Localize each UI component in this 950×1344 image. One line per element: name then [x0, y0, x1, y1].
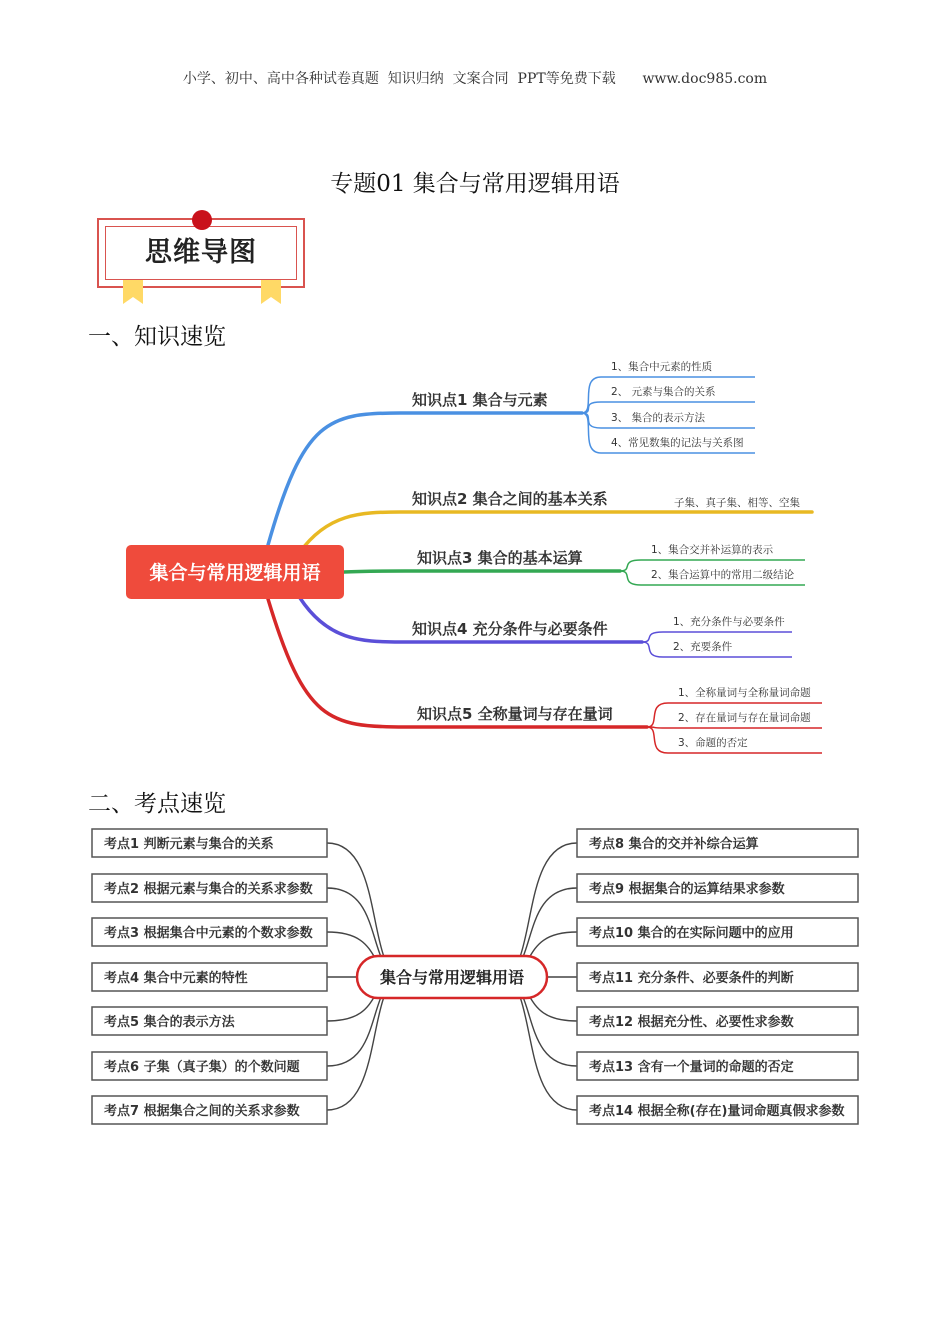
exam-point-right-3: 考点10 集合的在实际问题中的应用	[589, 926, 794, 941]
exam-point-right-1: 考点8 集合的交并补综合运算	[589, 837, 759, 852]
exam-point-left-6: 考点6 子集（真子集）的个数问题	[104, 1060, 300, 1075]
child-label-1-2: 2、 元素与集合的关系	[611, 386, 716, 398]
mindmap2-root-label: 集合与常用逻辑用语	[379, 968, 525, 987]
exam-point-right-4: 考点11 充分条件、必要条件的判断	[589, 971, 794, 986]
document-title: 专题01 集合与常用逻辑用语	[330, 171, 620, 197]
exam-point-right-5: 考点12 根据充分性、必要性求参数	[589, 1015, 794, 1030]
child-label-4-1: 1、充分条件与必要条件	[673, 616, 785, 628]
badge-label: 思维导图	[145, 237, 257, 268]
section-heading-exam-points: 二、考点速览	[88, 791, 226, 817]
branch-label-2: 知识点2 集合之间的基本关系	[412, 490, 608, 508]
exam-point-left-3: 考点3 根据集合中元素的个数求参数	[104, 926, 313, 941]
child-label-4-2: 2、充要条件	[673, 641, 733, 653]
exam-point-left-5: 考点5 集合的表示方法	[104, 1015, 235, 1030]
child-label-5-3: 3、命题的否定	[678, 737, 748, 749]
page-header: 小学、初中、高中各种试卷真题 知识归纳 文案合同 PPT等免费下载 www.doc985.com	[182, 71, 768, 87]
exam-point-right-7: 考点14 根据全称(存在)量词命题真假求参数	[589, 1104, 845, 1119]
branch-label-4: 知识点4 充分条件与必要条件	[412, 620, 608, 638]
exam-point-left-7: 考点7 根据集合之间的关系求参数	[104, 1104, 300, 1119]
child-label-5-1: 1、全称量词与全称量词命题	[678, 687, 811, 699]
branch-line-3	[344, 571, 620, 572]
child-label-5-2: 2、存在量词与存在量词命题	[678, 712, 811, 724]
child-label-1-4: 4、常见数集的记法与关系图	[611, 437, 744, 449]
child-label-3-1: 1、集合交并补运算的表示	[651, 544, 774, 556]
exam-point-right-2: 考点9 根据集合的运算结果求参数	[589, 882, 785, 897]
child-label-1-3: 3、 集合的表示方法	[611, 412, 706, 424]
exam-point-left-1: 考点1 判断元素与集合的关系	[104, 837, 274, 852]
exam-point-left-4: 考点4 集合中元素的特性	[104, 971, 248, 986]
branch-label-5: 知识点5 全称量词与存在量词	[417, 705, 613, 723]
child-label-1-1: 1、集合中元素的性质	[611, 361, 713, 373]
child-label-3-2: 2、集合运算中的常用二级结论	[651, 569, 795, 581]
exam-point-right-6: 考点13 含有一个量词的命题的否定	[589, 1060, 794, 1075]
branch-label-1: 知识点1 集合与元素	[412, 391, 548, 409]
exam-point-left-2: 考点2 根据元素与集合的关系求参数	[104, 882, 313, 897]
branch-label-3: 知识点3 集合的基本运算	[417, 549, 583, 567]
child-label-2-1: 子集、真子集、相等、空集	[674, 497, 800, 509]
branch-line-1	[268, 413, 582, 545]
mindmap1-root-label: 集合与常用逻辑用语	[149, 562, 321, 584]
child-line-5-2	[647, 727, 822, 728]
section-heading-knowledge: 一、知识速览	[88, 324, 226, 350]
